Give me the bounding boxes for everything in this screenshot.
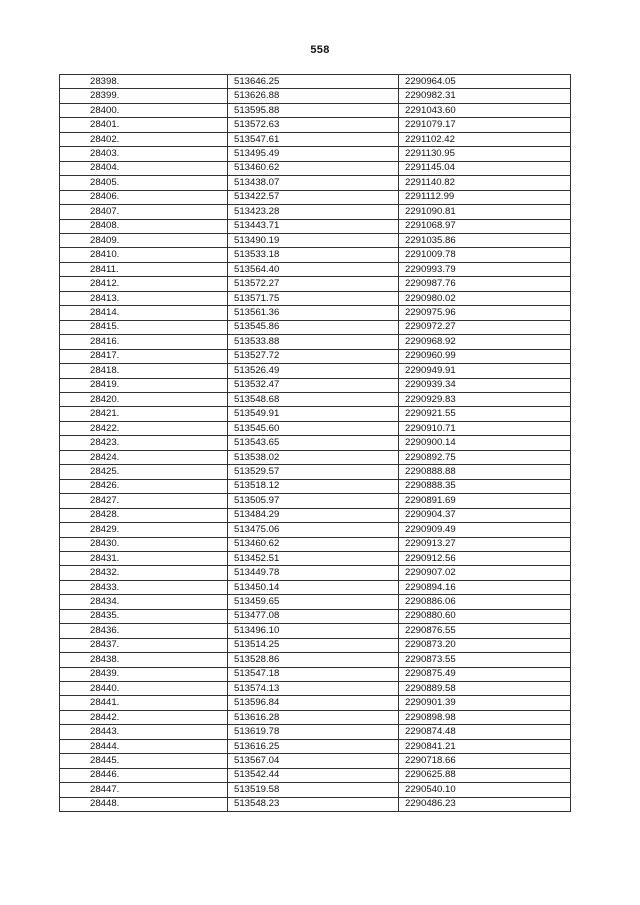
table-row bbox=[60, 161, 571, 175]
x-coordinate-cell: 513449.78 bbox=[228, 566, 399, 580]
y-coordinate-cell: 2290540.10 bbox=[399, 783, 571, 797]
table-row bbox=[60, 176, 571, 190]
x-coordinate-cell: 513528.86 bbox=[228, 653, 399, 667]
x-coordinate-cell: 513547.61 bbox=[228, 132, 399, 146]
y-coordinate-cell: 2290939.34 bbox=[399, 378, 571, 392]
point-number-cell: 28421. bbox=[60, 407, 228, 421]
point-number-cell: 28435. bbox=[60, 609, 228, 623]
x-coordinate-cell: 513518.12 bbox=[228, 479, 399, 493]
x-coordinate-cell: 513514.25 bbox=[228, 638, 399, 652]
point-number-cell: 28423. bbox=[60, 436, 228, 450]
table-row bbox=[60, 219, 571, 233]
point-number-cell: 28413. bbox=[60, 291, 228, 305]
table-row bbox=[60, 754, 571, 768]
point-number-cell: 28406. bbox=[60, 190, 228, 204]
y-coordinate-cell: 2290898.98 bbox=[399, 710, 571, 724]
x-coordinate-cell: 513505.97 bbox=[228, 494, 399, 508]
y-coordinate-cell: 2290888.88 bbox=[399, 465, 571, 479]
y-coordinate-cell: 2291043.60 bbox=[399, 103, 571, 117]
table-row bbox=[60, 696, 571, 710]
table-row bbox=[60, 233, 571, 247]
table-row bbox=[60, 537, 571, 551]
table-row bbox=[60, 335, 571, 349]
x-coordinate-cell: 513532.47 bbox=[228, 378, 399, 392]
point-number-cell: 28446. bbox=[60, 768, 228, 782]
y-coordinate-cell: 2290904.37 bbox=[399, 508, 571, 522]
y-coordinate-cell: 2290886.06 bbox=[399, 595, 571, 609]
table-row bbox=[60, 653, 571, 667]
table-row bbox=[60, 306, 571, 320]
point-number-cell: 28439. bbox=[60, 667, 228, 681]
point-number-cell: 28420. bbox=[60, 392, 228, 406]
x-coordinate-cell: 513548.68 bbox=[228, 392, 399, 406]
table-row bbox=[60, 118, 571, 132]
point-number-cell: 28416. bbox=[60, 335, 228, 349]
x-coordinate-cell: 513475.06 bbox=[228, 523, 399, 537]
point-number-cell: 28447. bbox=[60, 783, 228, 797]
y-coordinate-cell: 2290894.16 bbox=[399, 580, 571, 594]
table-row bbox=[60, 320, 571, 334]
table-row bbox=[60, 508, 571, 522]
point-number-cell: 28411. bbox=[60, 262, 228, 276]
table-row bbox=[60, 682, 571, 696]
x-coordinate-cell: 513450.14 bbox=[228, 580, 399, 594]
y-coordinate-cell: 2290975.96 bbox=[399, 306, 571, 320]
x-coordinate-cell: 513423.28 bbox=[228, 205, 399, 219]
y-coordinate-cell: 2290972.27 bbox=[399, 320, 571, 334]
y-coordinate-cell: 2291079.17 bbox=[399, 118, 571, 132]
table-row bbox=[60, 595, 571, 609]
y-coordinate-cell: 2290876.55 bbox=[399, 624, 571, 638]
y-coordinate-cell: 2291112.99 bbox=[399, 190, 571, 204]
x-coordinate-cell: 513561.36 bbox=[228, 306, 399, 320]
table-row bbox=[60, 551, 571, 565]
point-number-cell: 28402. bbox=[60, 132, 228, 146]
table-row bbox=[60, 349, 571, 363]
point-number-cell: 28440. bbox=[60, 682, 228, 696]
table-row bbox=[60, 291, 571, 305]
point-number-cell: 28398. bbox=[60, 75, 228, 89]
y-coordinate-cell: 2290960.99 bbox=[399, 349, 571, 363]
point-number-cell: 28432. bbox=[60, 566, 228, 580]
x-coordinate-cell: 513646.25 bbox=[228, 75, 399, 89]
y-coordinate-cell: 2291009.78 bbox=[399, 248, 571, 262]
table-row bbox=[60, 797, 571, 811]
table-row bbox=[60, 725, 571, 739]
y-coordinate-cell: 2290625.88 bbox=[399, 768, 571, 782]
point-number-cell: 28437. bbox=[60, 638, 228, 652]
y-coordinate-cell: 2290909.49 bbox=[399, 523, 571, 537]
table-row bbox=[60, 89, 571, 103]
y-coordinate-cell: 2290913.27 bbox=[399, 537, 571, 551]
x-coordinate-cell: 513572.63 bbox=[228, 118, 399, 132]
y-coordinate-cell: 2290901.39 bbox=[399, 696, 571, 710]
x-coordinate-cell: 513477.08 bbox=[228, 609, 399, 623]
x-coordinate-cell: 513438.07 bbox=[228, 176, 399, 190]
x-coordinate-cell: 513547.18 bbox=[228, 667, 399, 681]
point-number-cell: 28404. bbox=[60, 161, 228, 175]
x-coordinate-cell: 513533.18 bbox=[228, 248, 399, 262]
y-coordinate-cell: 2290873.55 bbox=[399, 653, 571, 667]
x-coordinate-cell: 513519.58 bbox=[228, 783, 399, 797]
table-row bbox=[60, 479, 571, 493]
point-number-cell: 28409. bbox=[60, 233, 228, 247]
y-coordinate-cell: 2290964.05 bbox=[399, 75, 571, 89]
y-coordinate-cell: 2290874.48 bbox=[399, 725, 571, 739]
x-coordinate-cell: 513574.13 bbox=[228, 682, 399, 696]
point-number-cell: 28438. bbox=[60, 653, 228, 667]
table-row bbox=[60, 421, 571, 435]
table-row bbox=[60, 783, 571, 797]
table-row bbox=[60, 768, 571, 782]
y-coordinate-cell: 2291145.04 bbox=[399, 161, 571, 175]
x-coordinate-cell: 513529.57 bbox=[228, 465, 399, 479]
table-row bbox=[60, 580, 571, 594]
point-number-cell: 28424. bbox=[60, 450, 228, 464]
y-coordinate-cell: 2291068.97 bbox=[399, 219, 571, 233]
point-number-cell: 28414. bbox=[60, 306, 228, 320]
point-number-cell: 28417. bbox=[60, 349, 228, 363]
point-number-cell: 28429. bbox=[60, 523, 228, 537]
y-coordinate-cell: 2290987.76 bbox=[399, 277, 571, 291]
table-row bbox=[60, 147, 571, 161]
table-row bbox=[60, 667, 571, 681]
x-coordinate-cell: 513567.04 bbox=[228, 754, 399, 768]
point-number-cell: 28444. bbox=[60, 739, 228, 753]
point-number-cell: 28400. bbox=[60, 103, 228, 117]
y-coordinate-cell: 2290921.55 bbox=[399, 407, 571, 421]
table-row bbox=[60, 624, 571, 638]
x-coordinate-cell: 513616.25 bbox=[228, 739, 399, 753]
y-coordinate-cell: 2290889.58 bbox=[399, 682, 571, 696]
y-coordinate-cell: 2290892.75 bbox=[399, 450, 571, 464]
table-row bbox=[60, 262, 571, 276]
point-number-cell: 28401. bbox=[60, 118, 228, 132]
coordinates-table-body bbox=[60, 75, 571, 812]
point-number-cell: 28434. bbox=[60, 595, 228, 609]
x-coordinate-cell: 513443.71 bbox=[228, 219, 399, 233]
table-row bbox=[60, 523, 571, 537]
point-number-cell: 28430. bbox=[60, 537, 228, 551]
point-number-cell: 28431. bbox=[60, 551, 228, 565]
point-number-cell: 28399. bbox=[60, 89, 228, 103]
point-number-cell: 28426. bbox=[60, 479, 228, 493]
page-number: 558 bbox=[310, 44, 330, 56]
point-number-cell: 28425. bbox=[60, 465, 228, 479]
y-coordinate-cell: 2290949.91 bbox=[399, 364, 571, 378]
table-row bbox=[60, 465, 571, 479]
point-number-cell: 28441. bbox=[60, 696, 228, 710]
table-row bbox=[60, 638, 571, 652]
x-coordinate-cell: 513542.44 bbox=[228, 768, 399, 782]
y-coordinate-cell: 2290980.02 bbox=[399, 291, 571, 305]
y-coordinate-cell: 2291130.95 bbox=[399, 147, 571, 161]
y-coordinate-cell: 2291140.82 bbox=[399, 176, 571, 190]
x-coordinate-cell: 513496.10 bbox=[228, 624, 399, 638]
x-coordinate-cell: 513538.02 bbox=[228, 450, 399, 464]
x-coordinate-cell: 513545.60 bbox=[228, 421, 399, 435]
point-number-cell: 28427. bbox=[60, 494, 228, 508]
x-coordinate-cell: 513495.49 bbox=[228, 147, 399, 161]
table-row bbox=[60, 132, 571, 146]
table-row bbox=[60, 407, 571, 421]
point-number-cell: 28415. bbox=[60, 320, 228, 334]
table-row bbox=[60, 710, 571, 724]
y-coordinate-cell: 2290900.14 bbox=[399, 436, 571, 450]
table-row bbox=[60, 103, 571, 117]
point-number-cell: 28422. bbox=[60, 421, 228, 435]
x-coordinate-cell: 513452.51 bbox=[228, 551, 399, 565]
point-number-cell: 28428. bbox=[60, 508, 228, 522]
table-row bbox=[60, 436, 571, 450]
x-coordinate-cell: 513545.86 bbox=[228, 320, 399, 334]
y-coordinate-cell: 2290929.83 bbox=[399, 392, 571, 406]
point-number-cell: 28408. bbox=[60, 219, 228, 233]
table-row bbox=[60, 248, 571, 262]
x-coordinate-cell: 513596.84 bbox=[228, 696, 399, 710]
y-coordinate-cell: 2291090.81 bbox=[399, 205, 571, 219]
x-coordinate-cell: 513572.27 bbox=[228, 277, 399, 291]
y-coordinate-cell: 2291102.42 bbox=[399, 132, 571, 146]
y-coordinate-cell: 2290880.60 bbox=[399, 609, 571, 623]
table-row bbox=[60, 494, 571, 508]
coordinates-table bbox=[59, 74, 571, 812]
x-coordinate-cell: 513490.19 bbox=[228, 233, 399, 247]
x-coordinate-cell: 513571.75 bbox=[228, 291, 399, 305]
y-coordinate-cell: 2290841.21 bbox=[399, 739, 571, 753]
x-coordinate-cell: 513460.62 bbox=[228, 537, 399, 551]
x-coordinate-cell: 513616.28 bbox=[228, 710, 399, 724]
point-number-cell: 28436. bbox=[60, 624, 228, 638]
point-number-cell: 28445. bbox=[60, 754, 228, 768]
x-coordinate-cell: 513564.40 bbox=[228, 262, 399, 276]
x-coordinate-cell: 513459.65 bbox=[228, 595, 399, 609]
point-number-cell: 28410. bbox=[60, 248, 228, 262]
y-coordinate-cell: 2290910.71 bbox=[399, 421, 571, 435]
x-coordinate-cell: 513460.62 bbox=[228, 161, 399, 175]
x-coordinate-cell: 513533.88 bbox=[228, 335, 399, 349]
table-row bbox=[60, 566, 571, 580]
table-row bbox=[60, 739, 571, 753]
y-coordinate-cell: 2290891.69 bbox=[399, 494, 571, 508]
y-coordinate-cell: 2290993.79 bbox=[399, 262, 571, 276]
y-coordinate-cell: 2290718.66 bbox=[399, 754, 571, 768]
table-row bbox=[60, 609, 571, 623]
x-coordinate-cell: 513527.72 bbox=[228, 349, 399, 363]
x-coordinate-cell: 513595.88 bbox=[228, 103, 399, 117]
point-number-cell: 28403. bbox=[60, 147, 228, 161]
x-coordinate-cell: 513549.91 bbox=[228, 407, 399, 421]
point-number-cell: 28448. bbox=[60, 797, 228, 811]
point-number-cell: 28405. bbox=[60, 176, 228, 190]
x-coordinate-cell: 513484.29 bbox=[228, 508, 399, 522]
y-coordinate-cell: 2290486.23 bbox=[399, 797, 571, 811]
x-coordinate-cell: 513422.57 bbox=[228, 190, 399, 204]
table-row bbox=[60, 277, 571, 291]
table-row bbox=[60, 190, 571, 204]
table-row bbox=[60, 450, 571, 464]
point-number-cell: 28442. bbox=[60, 710, 228, 724]
y-coordinate-cell: 2290875.49 bbox=[399, 667, 571, 681]
table-row bbox=[60, 75, 571, 89]
y-coordinate-cell: 2290888.35 bbox=[399, 479, 571, 493]
point-number-cell: 28412. bbox=[60, 277, 228, 291]
y-coordinate-cell: 2290968.92 bbox=[399, 335, 571, 349]
point-number-cell: 28407. bbox=[60, 205, 228, 219]
table-row bbox=[60, 392, 571, 406]
y-coordinate-cell: 2290912.56 bbox=[399, 551, 571, 565]
table-row bbox=[60, 364, 571, 378]
point-number-cell: 28433. bbox=[60, 580, 228, 594]
y-coordinate-cell: 2290982.31 bbox=[399, 89, 571, 103]
point-number-cell: 28443. bbox=[60, 725, 228, 739]
x-coordinate-cell: 513543.65 bbox=[228, 436, 399, 450]
point-number-cell: 28418. bbox=[60, 364, 228, 378]
y-coordinate-cell: 2290907.02 bbox=[399, 566, 571, 580]
y-coordinate-cell: 2290873.20 bbox=[399, 638, 571, 652]
x-coordinate-cell: 513619.78 bbox=[228, 725, 399, 739]
x-coordinate-cell: 513526.49 bbox=[228, 364, 399, 378]
table-row bbox=[60, 205, 571, 219]
y-coordinate-cell: 2291035.86 bbox=[399, 233, 571, 247]
point-number-cell: 28419. bbox=[60, 378, 228, 392]
x-coordinate-cell: 513548.23 bbox=[228, 797, 399, 811]
x-coordinate-cell: 513626.88 bbox=[228, 89, 399, 103]
table-row bbox=[60, 378, 571, 392]
